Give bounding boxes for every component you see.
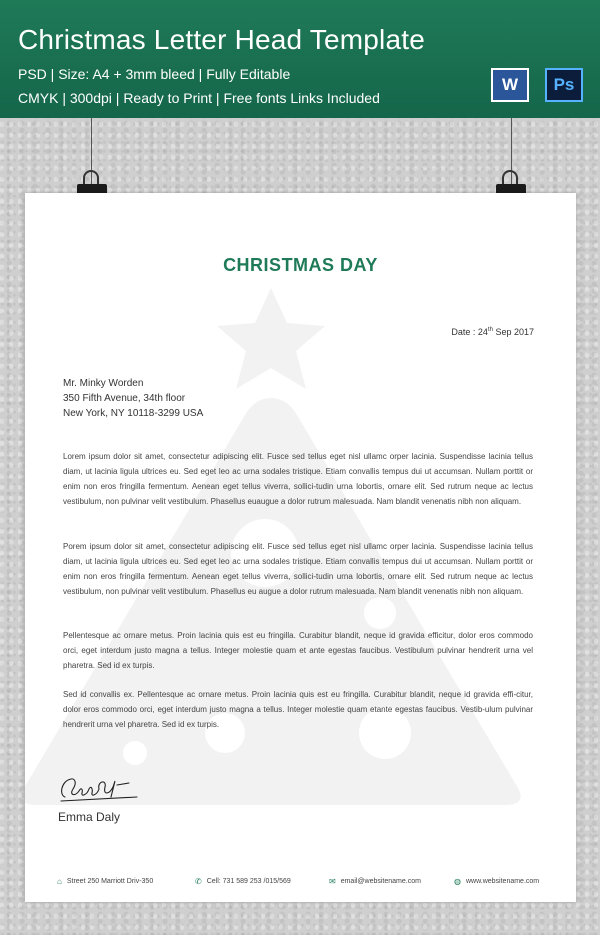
signature-image	[57, 767, 147, 807]
recipient-address	[63, 376, 203, 421]
letter-date: Date : 24th Sep 2017	[451, 327, 534, 337]
letter-footer	[57, 877, 547, 889]
banner-title: Christmas Letter Head Template	[18, 24, 425, 55]
body-paragraph-3: Pellentesque ac ornare metus. Proin lacinia quis est eu fringilla. Curabitur blandit, neque id gravida efficitur, dolor eros commodo orci, eget interdum justo magna a tellus. Integer molestie quam et ante egestas faucibus. Vestibulum pulvinar hendrerit urna vel pharetra. Sed id ex turpis.	[63, 631, 533, 670]
recipient-city: New York, NY 10118-3299 USA	[63, 408, 204, 419]
body-paragraph-2: Porem ipsum dolor sit amet, consectetur adipiscing elit. Fusce sed tellus eget nisl ullamc orper lacinia. Suspendisse lacinia tellus diam, ut lacinia ligula ultrices eu. Sed eget leo ac urna sodales tristique. Etiam convallis tempus dui ut accumsan. Nullam porttit or enim non eros fringilla fermentum. Aenean eget tellus viverra, sollici-tudin urna lobortis, ornare elit. Sed rutrum neque ac lectus vestibulum, non pulvinar velit vestibulum. Phasellus eu augue a dolor rutrum malesuada. Nam blandit venenatis nibh non aliquam.	[63, 542, 533, 596]
footer-address: ⌂ Street 250 Marriott Driv-350	[57, 877, 154, 886]
letter-title: CHRISTMAS DAY	[223, 255, 378, 275]
body-paragraph-1: Lorem ipsum dolor sit amet, consectetur adipiscing elit. Fusce sed tellus eget nisl ullamc orper lacinia. Suspendisse lacinia tellus diam, ut lacinia ligula ultrices eu. Sed eget leo ac urna sodales tristique. Etiam convallis tempus dui ut accumsan. Nullam porttit or enim non eros fringilla fermentum. Aenean eget tellus viverra, sollici-tudin urna lobortis, ornare elit. Sed rutrum neque ac lectus vestibulum, non pulvinar velit vestibulum. Phasellus euaugue a dolor rutrum malesuada. Nam blandit venenatis nibh non aliquam.	[63, 452, 533, 506]
signer-name: Emma Daly	[58, 810, 121, 824]
banner-specs-line1: PSD | Size: A4 + 3mm bleed | Fully Editable	[18, 66, 291, 82]
photoshop-icon: Ps	[545, 68, 583, 102]
footer-phone: ✆ Cell: 731 589 253 /015/569	[195, 877, 291, 886]
letter-paper	[25, 193, 576, 902]
recipient-name: Mr. Minky Worden	[63, 378, 144, 389]
home-icon: ⌂	[57, 877, 62, 886]
phone-icon: ✆	[195, 877, 202, 886]
globe-icon: ◍	[454, 877, 461, 886]
footer-website: ◍ www.websitename.com	[454, 877, 540, 886]
banner	[0, 0, 600, 118]
recipient-street: 350 Fifth Avenue, 34th floor	[63, 393, 186, 404]
word-icon: W	[491, 68, 529, 102]
banner-specs-line2: CMYK | 300dpi | Ready to Print | Free fonts Links Included	[18, 90, 380, 106]
email-icon: ✉	[329, 877, 336, 886]
body-paragraph-4: Sed id convallis ex. Pellentesque ac ornare metus. Proin lacinia quis est eu fringilla. Curabitur blandit, neque id gravida effi-citur, dolor eros commodo orci, eget interdum justo magna a tellus. Integer molestie quam etante egestas faucibus. Vestib-ulum pulvinar hendrerit urna vel pharetra. Sed id ex turpis.	[63, 690, 533, 729]
footer-email: ✉ email@websitename.com	[329, 877, 421, 886]
